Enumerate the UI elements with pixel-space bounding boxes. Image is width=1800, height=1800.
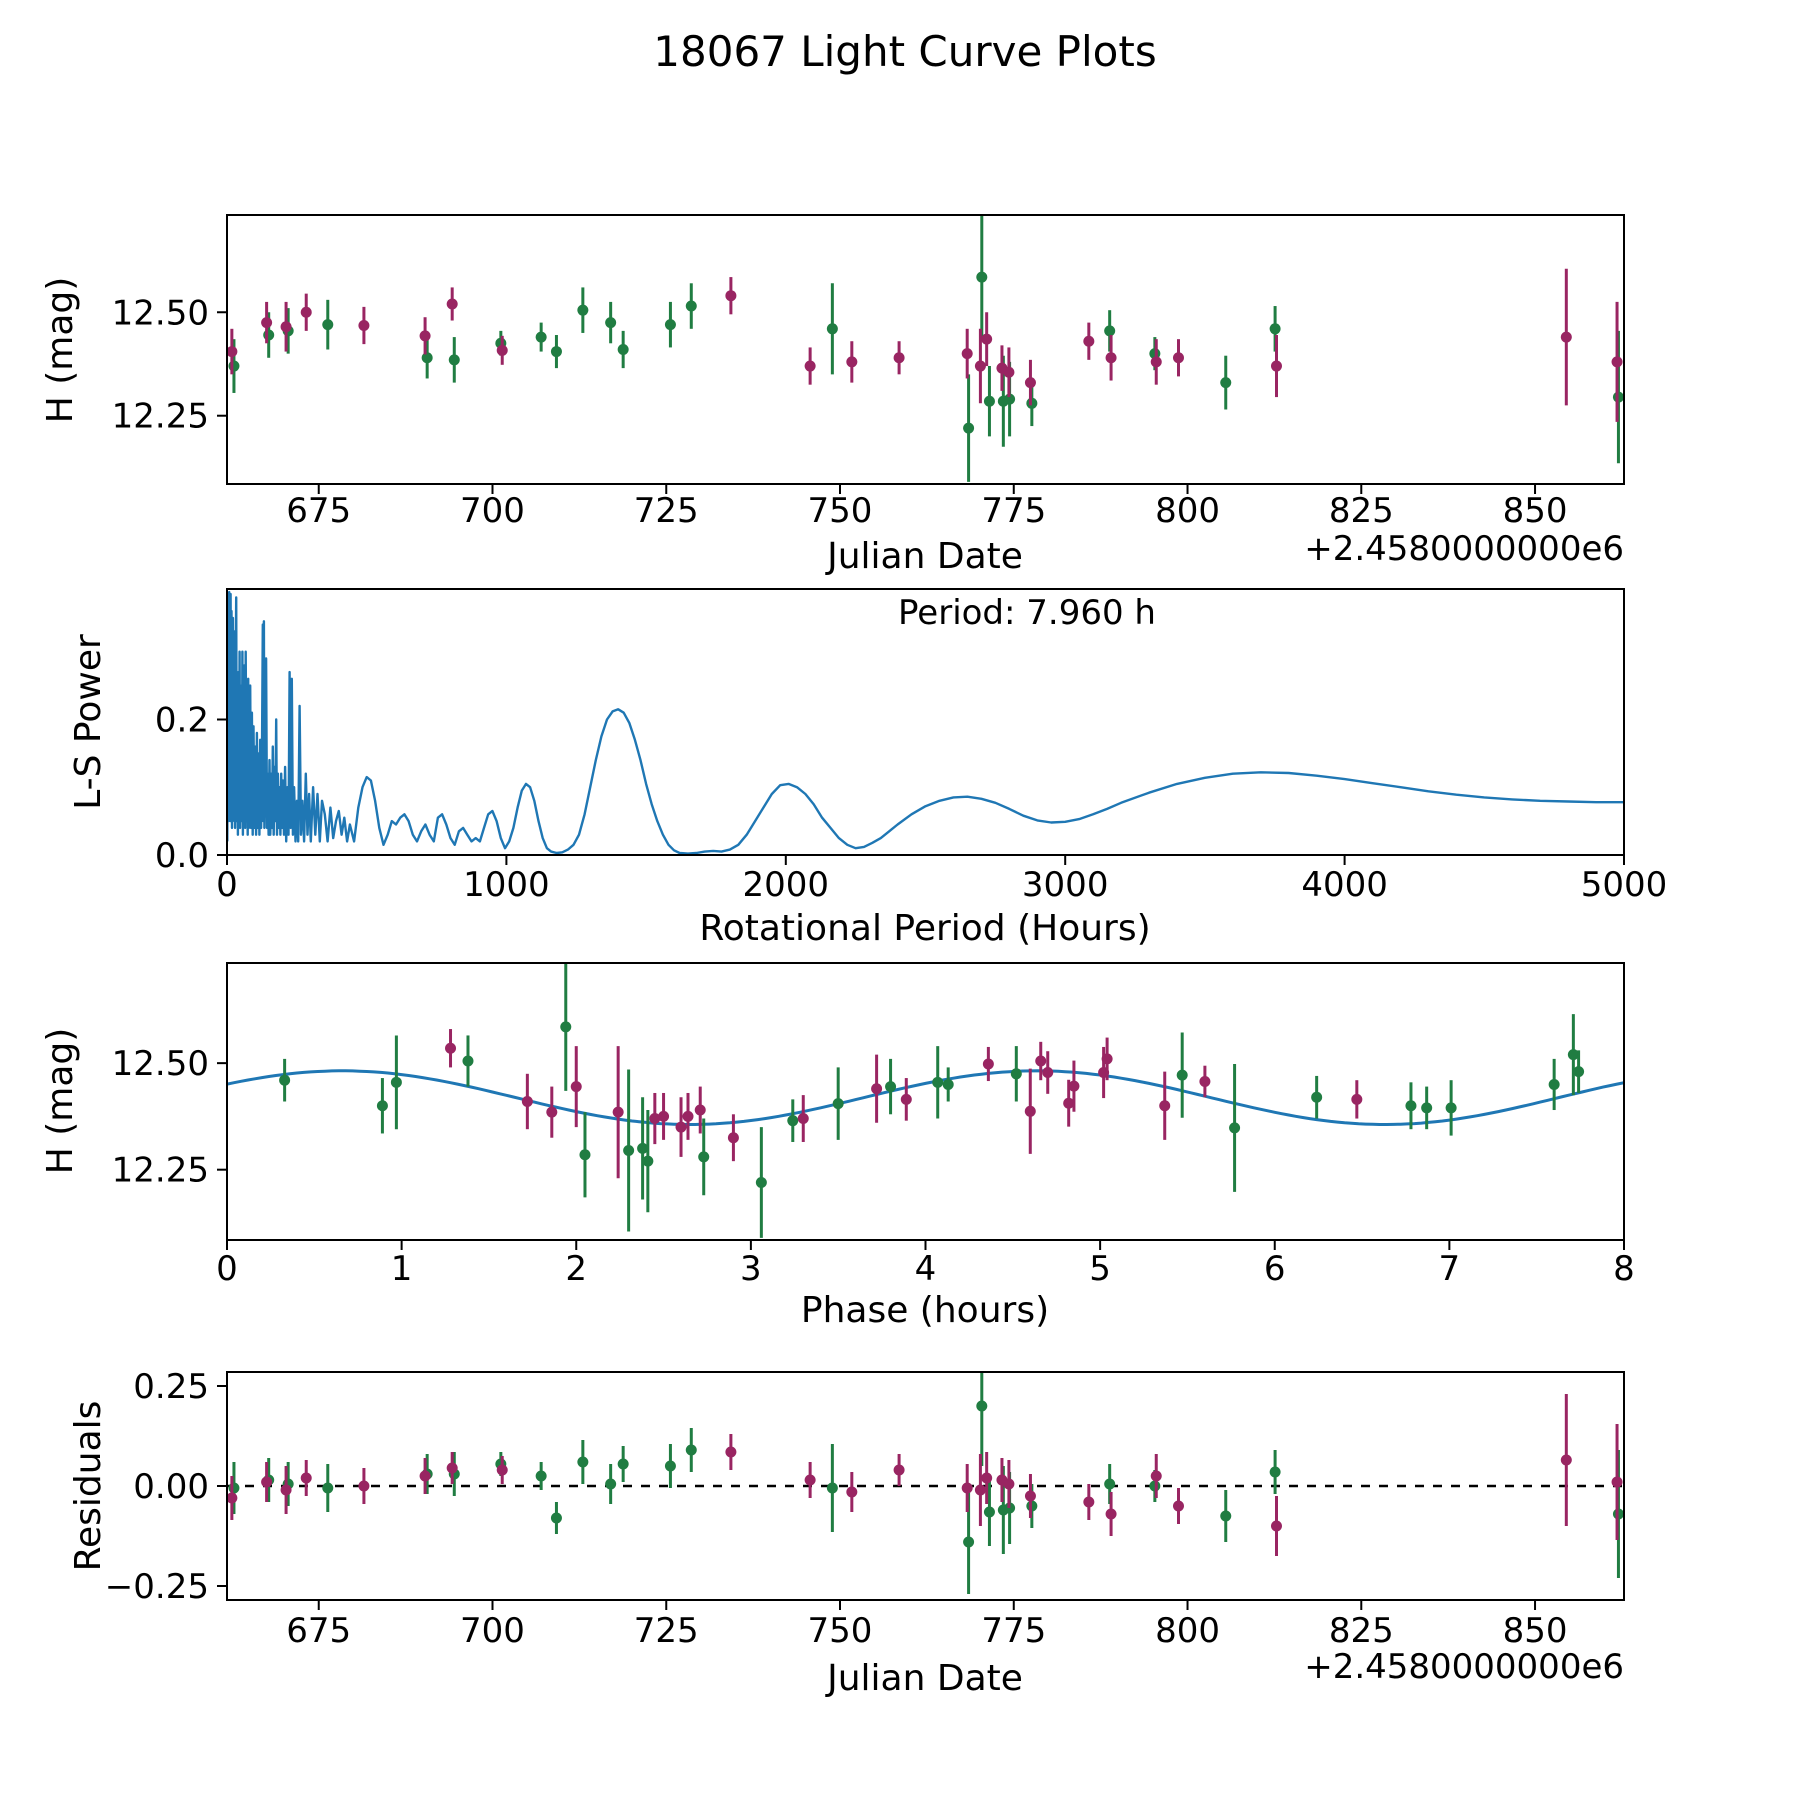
x-tick-label: 800	[1155, 491, 1220, 531]
x-tick-label: 775	[981, 1611, 1047, 1651]
data-point	[686, 301, 697, 312]
data-point	[984, 1507, 995, 1518]
data-point	[263, 330, 274, 341]
data-point	[827, 1483, 838, 1494]
x-tick-label: 4000	[1301, 865, 1388, 905]
data-point	[1271, 361, 1282, 372]
data-point	[1561, 1455, 1572, 1466]
data-point	[846, 356, 857, 367]
data-point	[833, 1098, 844, 1109]
data-point	[1270, 1467, 1281, 1478]
data-point	[1199, 1076, 1210, 1087]
data-point	[1025, 377, 1036, 388]
y-tick-label: −0.25	[104, 1567, 209, 1607]
data-point	[497, 345, 508, 356]
data-point	[963, 1537, 974, 1548]
x-tick-label: 825	[1328, 491, 1394, 531]
data-point	[1003, 1479, 1014, 1490]
data-point	[301, 1473, 312, 1484]
data-point	[1104, 325, 1115, 336]
panel-border	[227, 1372, 1624, 1600]
data-point	[420, 330, 431, 341]
data-point	[676, 1122, 687, 1133]
data-point	[1421, 1102, 1432, 1113]
data-point	[943, 1079, 954, 1090]
data-point	[984, 396, 995, 407]
data-point	[932, 1077, 943, 1088]
x-tick-label: 6	[1263, 1249, 1286, 1289]
panel-border	[227, 215, 1624, 484]
data-point	[462, 1056, 473, 1067]
x-tick-label: 750	[807, 1611, 873, 1651]
data-point	[1068, 1081, 1079, 1092]
data-point	[577, 1457, 588, 1468]
periodogram-y-axis-label: L-S Power	[68, 634, 109, 810]
data-point	[322, 1483, 333, 1494]
phase-plot-y-axis-label: H (mag)	[40, 1027, 81, 1175]
data-point	[1151, 356, 1162, 367]
data-point	[1229, 1122, 1240, 1133]
x-tick-label: 800	[1155, 1611, 1220, 1651]
figure-title: 18067 Light Curve Plots	[653, 27, 1157, 76]
data-point	[1102, 1053, 1113, 1064]
data-point	[228, 361, 239, 372]
data-point	[1351, 1094, 1362, 1105]
periodogram-x-axis-label: Rotational Period (Hours)	[699, 908, 1151, 949]
data-point	[1083, 1497, 1094, 1508]
x-tick-label: 1	[390, 1249, 413, 1289]
y-tick-label: 12.25	[111, 1150, 209, 1191]
data-point	[1573, 1066, 1584, 1077]
data-point	[536, 1471, 547, 1482]
data-point	[422, 352, 433, 363]
phase-plot-x-axis-label: Phase (hours)	[800, 1290, 1050, 1331]
data-point	[658, 1111, 669, 1122]
y-tick-label: 0.2	[154, 700, 209, 741]
data-point	[1405, 1100, 1416, 1111]
y-tick-label: 12.25	[111, 396, 209, 437]
data-point	[1311, 1092, 1322, 1103]
data-point	[981, 334, 992, 345]
data-point	[665, 1461, 676, 1472]
x-tick-label: 3000	[1021, 865, 1109, 905]
x-tick-label: 8	[1613, 1249, 1635, 1289]
data-point	[976, 272, 987, 283]
data-point	[1173, 352, 1184, 363]
data-point	[1035, 1056, 1046, 1067]
x-tick-label: 3	[740, 1249, 762, 1289]
data-point	[447, 298, 458, 309]
residuals-x-offset-label: +2.4580000000e6	[1304, 1647, 1624, 1687]
x-tick-label: 700	[460, 1611, 525, 1651]
x-tick-label: 775	[981, 491, 1047, 531]
data-point	[805, 1475, 816, 1486]
x-tick-label: 750	[807, 491, 873, 531]
data-point	[1011, 1068, 1022, 1079]
data-point	[1173, 1501, 1184, 1512]
data-point	[894, 1465, 905, 1476]
fit-curve	[227, 1071, 1624, 1125]
data-point	[1104, 1479, 1115, 1490]
data-point	[1025, 1491, 1036, 1502]
data-point	[228, 1483, 239, 1494]
x-tick-label: 2000	[742, 865, 830, 905]
x-tick-label: 850	[1502, 491, 1568, 531]
y-tick-label: 0.0	[154, 836, 209, 876]
x-tick-label: 700	[460, 491, 525, 531]
jd-lightcurve-y-axis-label: H (mag)	[40, 276, 81, 424]
data-point	[1106, 352, 1117, 363]
data-point	[618, 344, 629, 355]
x-tick-label: 675	[286, 1611, 352, 1651]
x-tick-label: 0	[216, 865, 238, 905]
data-point	[623, 1145, 634, 1156]
data-point	[698, 1151, 709, 1162]
data-point	[725, 1447, 736, 1458]
data-point	[301, 307, 312, 318]
data-point	[551, 1513, 562, 1524]
data-point	[686, 1445, 697, 1456]
x-tick-label: 4	[914, 1249, 937, 1289]
data-point	[322, 319, 333, 330]
x-tick-label: 725	[633, 1611, 699, 1651]
data-point	[226, 1493, 237, 1504]
x-tick-label: 825	[1328, 1611, 1394, 1651]
data-point	[1220, 377, 1231, 388]
data-point	[551, 346, 562, 357]
data-point	[536, 332, 547, 343]
data-point	[377, 1100, 388, 1111]
period-annotation: Period: 7.960 h	[898, 593, 1156, 633]
data-point	[665, 319, 676, 330]
data-point	[1612, 356, 1623, 367]
data-point	[983, 1058, 994, 1069]
x-tick-label: 675	[286, 491, 352, 531]
data-point	[281, 321, 292, 332]
data-point	[798, 1113, 809, 1124]
residuals-x-axis-label: Julian Date	[827, 1658, 1023, 1699]
data-point	[1159, 1100, 1170, 1111]
data-point	[1177, 1070, 1188, 1081]
data-point	[1083, 336, 1094, 347]
data-point	[1025, 1106, 1036, 1117]
x-tick-label: 0	[216, 1249, 238, 1289]
data-point	[497, 1465, 508, 1476]
data-point	[1612, 1477, 1623, 1488]
data-point	[756, 1177, 767, 1188]
data-point	[1270, 323, 1281, 334]
data-point	[963, 423, 974, 434]
y-tick-label: 12.50	[111, 293, 209, 334]
data-point	[975, 361, 986, 372]
data-point	[725, 290, 736, 301]
y-tick-label: 0.25	[133, 1367, 209, 1407]
data-point	[901, 1094, 912, 1105]
data-point	[226, 346, 237, 357]
x-tick-label: 5	[1089, 1249, 1111, 1289]
panel-border	[227, 963, 1624, 1240]
panel-residuals	[105, 1367, 1624, 1651]
panel-phased_lightcurve	[112, 963, 1635, 1289]
data-point	[1220, 1511, 1231, 1522]
x-tick-label: 5000	[1580, 865, 1668, 905]
data-point	[449, 354, 460, 365]
data-point	[618, 1459, 629, 1470]
data-point	[579, 1149, 590, 1160]
data-point	[522, 1096, 533, 1107]
data-point	[975, 1485, 986, 1496]
panel-jd_lightcurve	[112, 215, 1624, 531]
data-point	[1106, 1509, 1117, 1520]
data-point	[1271, 1521, 1282, 1532]
x-tick-label: 850	[1502, 1611, 1568, 1651]
data-point	[560, 1021, 571, 1032]
data-point	[445, 1043, 456, 1054]
x-tick-label: 2	[565, 1249, 588, 1289]
data-point	[827, 323, 838, 334]
data-point	[605, 317, 616, 328]
data-point	[605, 1479, 616, 1490]
data-point	[546, 1107, 557, 1118]
data-point	[1151, 1471, 1162, 1482]
jd-lightcurve-x-axis-label: Julian Date	[827, 536, 1023, 577]
data-point	[571, 1081, 582, 1092]
data-point	[420, 1471, 431, 1482]
data-point	[962, 1483, 973, 1494]
data-point	[642, 1156, 653, 1167]
data-point	[962, 348, 973, 359]
residuals-y-axis-label: Residuals	[68, 1400, 109, 1572]
data-point	[1561, 332, 1572, 343]
data-point	[805, 361, 816, 372]
data-point	[787, 1115, 798, 1126]
x-tick-label: 1000	[463, 865, 550, 905]
data-point	[358, 1481, 369, 1492]
data-point	[577, 305, 588, 316]
y-tick-label: 12.50	[111, 1044, 209, 1085]
data-point	[447, 1463, 458, 1474]
data-point	[885, 1081, 896, 1092]
data-point	[1446, 1102, 1457, 1113]
panel-data-phased_lightcurve	[227, 963, 1624, 1238]
jd-lightcurve-x-offset-label: +2.4580000000e6	[1304, 529, 1624, 569]
data-point	[976, 1401, 987, 1412]
data-point	[695, 1105, 706, 1116]
data-point	[261, 317, 272, 328]
data-point	[391, 1077, 402, 1088]
data-point	[981, 1473, 992, 1484]
data-point	[279, 1075, 290, 1086]
panel-data-residuals	[226, 1372, 1624, 1594]
data-point	[894, 352, 905, 363]
data-point	[728, 1132, 739, 1143]
x-tick-label: 7	[1438, 1249, 1461, 1289]
panel-data-jd_lightcurve	[226, 215, 1624, 482]
data-point	[261, 1477, 272, 1488]
data-point	[1042, 1067, 1053, 1078]
x-tick-label: 725	[633, 491, 699, 531]
data-point	[1003, 367, 1014, 378]
data-point	[846, 1487, 857, 1498]
panel-periodogram	[155, 589, 1667, 905]
data-point	[358, 320, 369, 331]
y-tick-label: 0.00	[133, 1467, 209, 1507]
data-point	[613, 1107, 624, 1118]
data-point	[281, 1485, 292, 1496]
data-point	[1549, 1079, 1560, 1090]
data-point	[871, 1083, 882, 1094]
data-point	[683, 1111, 694, 1122]
